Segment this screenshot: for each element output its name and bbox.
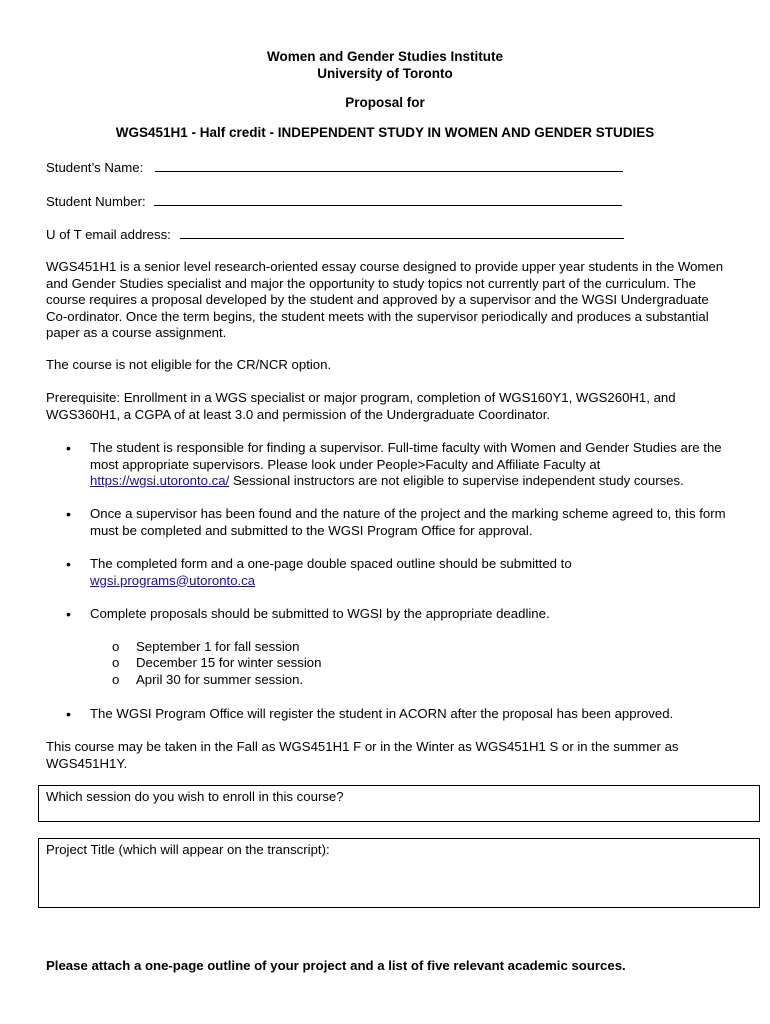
bullet-dot: • (66, 556, 71, 572)
student-number-line[interactable] (154, 194, 622, 206)
session-box-label: Which session do you wish to enroll in this course? (46, 789, 344, 804)
sessions-paragraph: This course may be taken in the Fall as WGS451H1 F or in the Winter as WGS451H1 S or in the summer as WGS451H1Y. (46, 739, 679, 771)
proposal-for: Proposal for (345, 95, 425, 110)
student-name-label: Student’s Name: (46, 160, 144, 175)
bullet-dot: • (66, 506, 71, 522)
course-title: WGS451H1 - Half credit - INDEPENDENT STUDY IN WOMEN AND GENDER STUDIES (115, 125, 655, 140)
student-name-field[interactable] (46, 160, 623, 175)
university-name: University of Toronto (317, 66, 453, 81)
deadline-item: o September 1 for fall session (112, 639, 300, 654)
bullet-text: The WGSI Program Office will register the student in ACORN after the proposal has been approved. (90, 706, 674, 721)
bullet-text: The completed form and a one-page double spaced outline should be submitted to wgsi.programs@utoronto.ca (90, 556, 572, 588)
bullet-text: Complete proposals should be submitted to WGSI by the appropriate deadline. (90, 606, 550, 621)
deadline-item: o April 30 for summer session. (112, 672, 304, 687)
project-title-label: Project Title (which will appear on the transcript): (46, 842, 330, 857)
wgsi-website-link[interactable]: https://wgsi.utoronto.ca/ (90, 473, 230, 488)
bullet-dot: • (66, 440, 71, 456)
student-name-line[interactable] (155, 160, 623, 172)
email-field[interactable] (46, 227, 624, 242)
deadline-item: o December 15 for winter session (112, 655, 322, 670)
bullet-text: Once a supervisor has been found and the nature of the project and the marking scheme agreed to, this form must be completed and submitted to the WGSI Program Office for approval. (90, 506, 726, 538)
eligibility-paragraph: The course is not eligible for the CR/NCR option. (46, 357, 332, 372)
bullet-dot: • (66, 606, 71, 622)
prerequisite-paragraph: Prerequisite: Enrollment in a WGS specialist or major program, completion of WGS160Y1, WGS260H1, and WGS360H1, a CGPA of at least 3.0 and permission of the Undergraduate Coordinator. (46, 390, 676, 422)
bullet-dot: • (66, 706, 71, 722)
email-line[interactable] (180, 227, 624, 239)
institute-name: Women and Gender Studies Institute (266, 49, 504, 64)
wgsi-email-link[interactable]: wgsi.programs@utoronto.ca (90, 572, 256, 588)
intro-paragraph: WGS451H1 is a senior level research-oriented essay course designed to provide upper year students in the Women and Gender Studies specialist and major the opportunity to study topics not currently part of the curriculum. The course requires a proposal developed by the student and approved by a supervisor and the WGSI Undergraduate Co-ordinator. Once the term begins, the student meets with the supervisor periodically and produces a substantial paper as a course assignment. (46, 259, 724, 340)
bullet-text: The student is responsible for finding a supervisor. Full-time faculty with Women and Gender Studies are the most appropriate supervisors. Please look under People>Faculty and Affiliate Faculty at https://wgsi.utoronto.ca/ Sessional instructors are not eligible to supervise independent study courses. (90, 440, 722, 488)
form-header (0, 48, 770, 82)
project-title-box[interactable] (38, 838, 760, 908)
footer-note: Please attach a one-page outline of your project and a list of five relevant academic sources. (46, 958, 626, 973)
student-number-label: Student Number: (46, 194, 146, 209)
email-label: U of T email address: (46, 227, 171, 242)
session-box[interactable] (38, 785, 760, 822)
student-number-field[interactable] (46, 194, 622, 209)
